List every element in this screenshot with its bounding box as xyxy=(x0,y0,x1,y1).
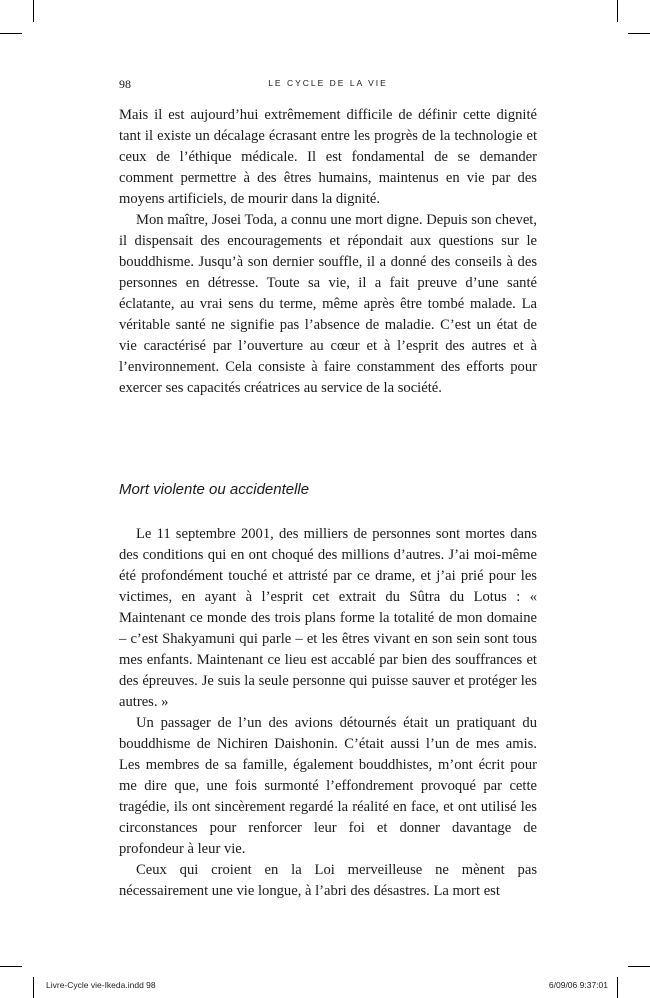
crop-mark-bottom-right-vertical xyxy=(617,977,618,998)
crop-mark-top-left-horizontal xyxy=(0,33,22,34)
body-text-top xyxy=(119,105,537,399)
crop-mark-top-right-vertical xyxy=(617,0,618,22)
page-header xyxy=(119,77,537,93)
paragraph: Le 11 septembre 2001, des milliers de personnes sont mortes dans des conditions qui en ont choqué des millions d’autres. J’ai moi-même été profondément touché et attristé par ce drame, et j’ai prié pour les victimes, en ayant à l’esprit cet extrait du Sûtra du Lotus : « Maintenant ce monde des trois plans forme la totalité de mon domaine – c’est Shakyamuni qui parle – et les êtres vivant en son sein sont tous mes enfants. Maintenant ce lieu est accablé par bien des souffrances et des épreuves. Je suis la seule personne qui puisse sauver et protéger les autres. » xyxy=(119,526,537,710)
crop-mark-bottom-left-vertical xyxy=(33,977,34,998)
body-text-bottom xyxy=(119,524,537,902)
paragraph: Mais il est aujourd’hui extrêmement difficile de définir cette dignité tant il existe un décalage écrasant entre les progrès de la technologie et ceux de l’éthique médicale. Il est fondamental de se demander comment permettre à des êtres humains, maintenus en vie par des moyens artificiels, de mourir dans la dignité. xyxy=(119,107,537,207)
paragraph: Mon maître, Josei Toda, a connu une mort digne. Depuis son chevet, il dispensait des encouragements et répondait aux questions sur le bouddhisme. Jusqu’à son dernier souffle, il a donné des conseils à des personnes en détresse. Toute sa vie, il a fait preuve d’une santé éclatante, au vrai sens du terme, même après être tombé malade. La véritable santé ne signifie pas l’absence de maladie. C’est un état de vie caractérisé par l’ouverture au cœur et à l’esprit des autres et à l’environnement. Cela consiste à faire constamment des efforts pour exercer ses capacités créatrices au service de la société. xyxy=(119,212,537,396)
crop-mark-top-left-vertical xyxy=(33,0,34,22)
crop-mark-bottom-right-horizontal xyxy=(628,966,650,967)
section-heading: Mort violente ou accidentelle xyxy=(119,481,310,498)
print-timestamp: 6/09/06 9:37:01 xyxy=(548,980,608,990)
paragraph: Un passager de l’un des avions détournés était un pratiquant du bouddhisme de Nichiren Daishonin. C’était aussi l’un de mes amis. Les membres de sa famille, également bouddhistes, m’ont écrit pour me dire que, une fois surmonté l’effondrement provoqué par cette tragédie, ils ont sincèrement regardé la réalité en face, et ont utilisé les circonstances pour renforcer leur foi et donner davantage de profondeur à leur vie. xyxy=(119,715,537,857)
file-slug: Livre-Cycle vie-Ikeda.indd 98 xyxy=(46,980,156,990)
page-number: 98 xyxy=(119,77,131,91)
paragraph: Ceux qui croient en la Loi merveilleuse ne mènent pas nécessairement une vie longue, à l’abri des désastres. La mort est xyxy=(119,862,537,899)
crop-mark-top-right-horizontal xyxy=(628,33,650,34)
running-head: LE CYCLE DE LA VIE xyxy=(268,78,388,88)
crop-mark-bottom-left-horizontal xyxy=(0,966,22,967)
